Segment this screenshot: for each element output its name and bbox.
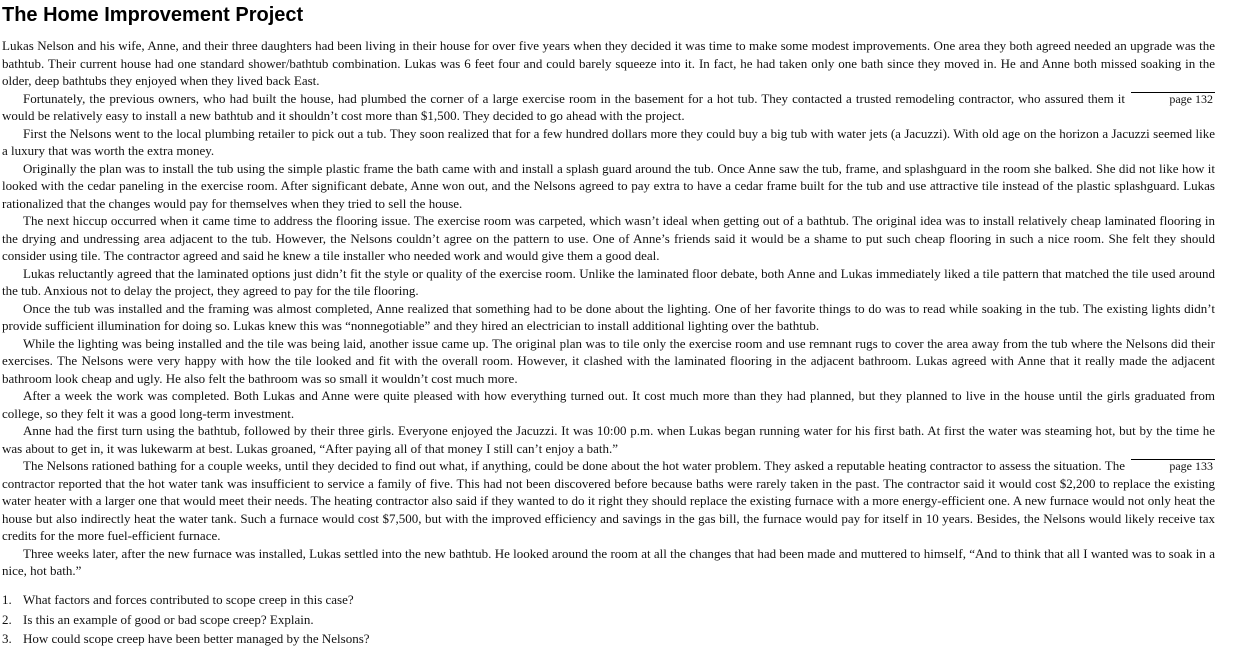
question-item: [2, 629, 370, 649]
paragraph: After a week the work was completed. Both Lukas and Anne were quite pleased with how everything turned out. It cost much more than they had planned, but they planned to live in the house until the girls graduated from college, so they felt it was a good long-term investment.: [2, 388, 1215, 421]
question-number: 2.: [2, 611, 12, 627]
paragraph: First the Nelsons went to the local plumbing retailer to pick out a tub. They soon realized that for a few hundred dollars more they could buy a big tub with water jets (a Jacuzzi). With old age on the horizon a Jacuzzi seemed like a luxury that was worth the extra money.: [2, 125, 1215, 158]
question-item: [2, 610, 370, 630]
paragraph: Lukas reluctantly agreed that the laminated options just didn’t fit the style or quality of the exercise room. Unlike the laminated floor debate, both Anne and Lukas immediately liked a tile pattern that matched the tile used around the tub. Anxious not to delay the project, they agreed to pay for the tile flooring.: [2, 265, 1215, 298]
question-text: What factors and forces contributed to scope creep in this case?: [23, 592, 354, 607]
question-number: 1.: [2, 592, 12, 607]
paragraph: Once the tub was installed and the framing was almost completed, Anne realized that something had to be done about the lighting. One of her favorite things to do was to read while soaking in the tub. The existing lights didn’t provide sufficient illumination for doing so. Lukas knew this was “nonnegotiable” and they hired an electrician to install additional lighting over the bathtub.: [2, 300, 1215, 333]
paragraph: The next hiccup occurred when it came time to address the flooring issue. The exercise room was carpeted, which wasn’t ideal when getting out of a bathtub. The original idea was to install relatively cheap laminated flooring in the drying and undressing area adjacent to the tub. However, the Nelsons couldn’t agree on the pattern to use. One of Anne’s friends said it would be a shame to put such cheap flooring in such a nice room. She felt they should consider using tile. The contractor agreed and said he knew a tile installer who needed work and would give them a good deal.: [2, 213, 1215, 263]
paragraph: Three weeks later, after the new furnace was installed, Lukas settled into the new bathtub. He looked around the room at all the changes that had been made and muttered to himself, “And to think that all I wanted was to soak in a nice, hot bath.”: [2, 545, 1215, 578]
paragraph: Originally the plan was to install the tub using the simple plastic frame the bath came with and install a splash guard around the tub. Once Anne saw the tub, frame, and splashguard in the room she balked. She did not like how it looked with the cedar paneling in the exercise room. After significant debate, Anne won out, and the Nelsons agreed to pay extra to have a cedar frame built for the tub and use attractive tile instead of the plastic splashguard. Lukas rationalized that the changes would pay for themselves when they tried to sell the house.: [2, 160, 1215, 211]
paragraph: While the lighting was being installed and the tile was being laid, another issue came up. The original plan was to tile only the exercise room and use remnant rugs to cover the area away from the tub where the Nelsons did their exercises. The Nelsons were very happy with how the tile looked and fit with the overall room. However, it clashed with the laminated flooring in the adjacent bathroom. Lukas agreed with Anne that it really made the adjacent bathroom look cheap and ugly. He also felt the bathroom was so small it wouldn’t cost much more.: [2, 335, 1215, 386]
paragraph: Anne had the first turn using the bathtub, followed by their three girls. Everyone enjoyed the Jacuzzi. It was 10:00 p.m. when Lukas began running water for his first bath. At first the water was steaming hot, but by the time he was about to get in, it was lukewarm at best. Lukas groaned, “After paying all of that money I still can’t enjoy a bath.”: [2, 423, 1215, 456]
question-text: Is this an example of good or bad scope creep? Explain.: [23, 611, 314, 627]
paragraph: [2, 90, 1215, 125]
page-number-marker: page 132: [1131, 92, 1215, 106]
question-text: How could scope creep have been better managed by the Nelsons?: [23, 631, 370, 646]
paragraph: [2, 457, 1215, 545]
discussion-questions: [2, 590, 370, 649]
page-number-marker: page 133: [1131, 459, 1215, 473]
paragraph-text: The Nelsons rationed bathing for a couple weeks, until they decided to find out what, if anything, could be done about the hot water problem. They asked a reputable heating contractor to assess the situation. The contractor reported that the hot water tank was insufficient to service a family of five. This had not been discovered before because baths were rarely taken in the past. The contractor said it would cost $2,200 to replace the existing water heater with a larger one that would meet their needs. The heating contractor also said if they wanted to do it right they should replace the existing furnace with a more energy-efficient one. A new furnace would not only heat the house but also indirectly heat the water tank. Such a furnace would cost $7,500, but with the improved efficiency and savings in the gas bill, the furnace would pay for itself in 10 years. Besides, the Nelsons would likely receive tax credits for the more fuel-efficient furnace.: [2, 458, 1215, 543]
question-item: [2, 590, 370, 610]
paragraph: Lukas Nelson and his wife, Anne, and their three daughters had been living in their house for over five years when they decided it was time to make some modest improvements. One area they both agreed needed an upgrade was the bathtub. Their current house had one standard shower/bathtub combination. Lukas was 6 feet four and could barely squeeze into it. In fact, he had taken only one bath since they moved in. He and Anne both missed soaking in the older, deep bathtubs they enjoyed when they lived back East.: [2, 38, 1215, 88]
question-number: 3.: [2, 631, 12, 646]
case-title: The Home Improvement Project: [2, 4, 304, 26]
paragraph-text: Fortunately, the previous owners, who had built the house, had plumbed the corner of a large exercise room in the basement for a hot tub. They contacted a trusted remodeling contractor, who assured them it would be relatively easy to install a new bathtub and it shouldn’t cost more than $1,500. They decided to go ahead with the project.: [2, 90, 1125, 123]
case-body: [2, 37, 1215, 580]
